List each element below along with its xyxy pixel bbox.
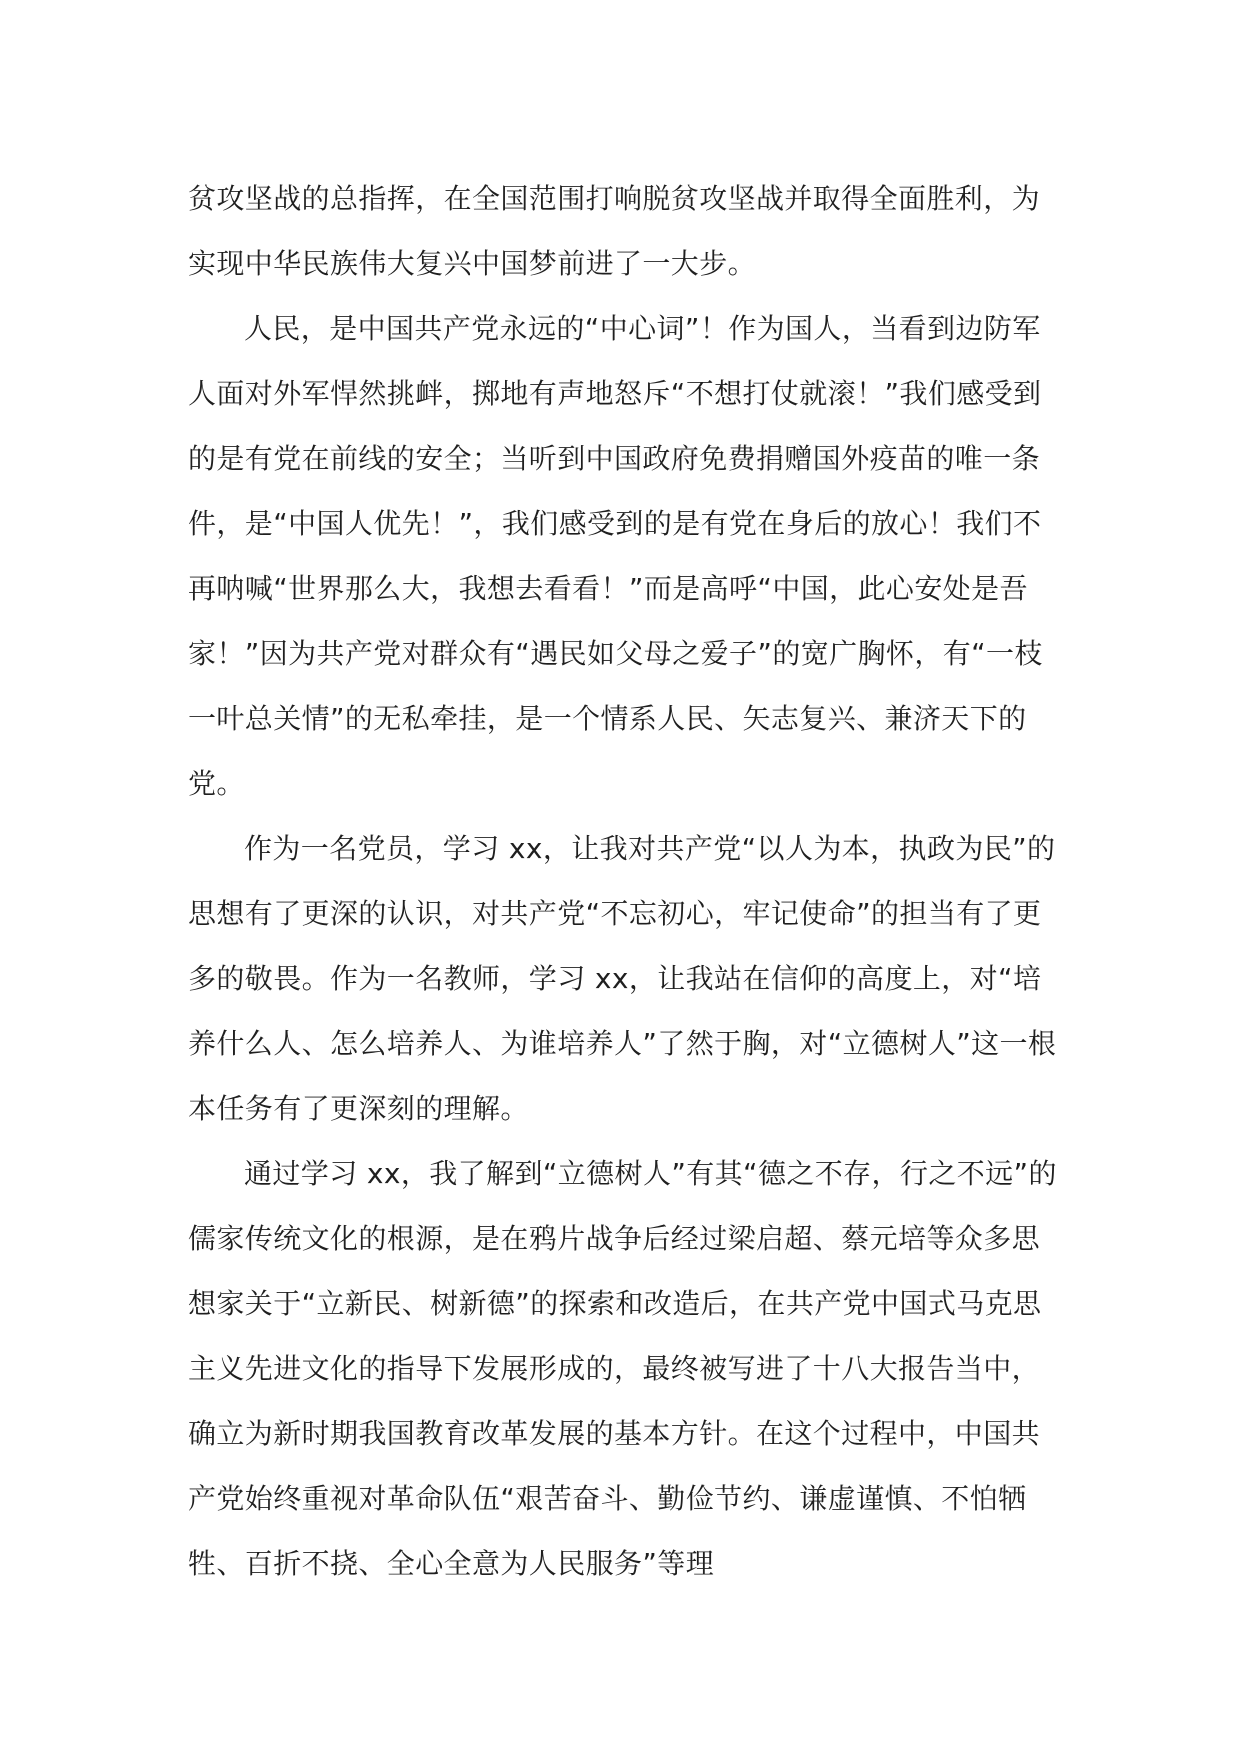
document-body [188, 166, 1058, 1596]
paragraph-4: 通过学习 xx，我了解到“立德树人”有其“德之不存，行之不远”的儒家传统文化的根源，是在鸦片战争后经过梁启超、蔡元培等众多思想家关于“立新民、树新德”的探索和改造后，在共产党中国式马克思主义先进文化的指导下发展形成的，最终被写进了十八大报告当中，确立为新时期我国教育改革发展的基本方针。在这个过程中，中国共产党始终重视对革命队伍“艰苦奋斗、勤俭节约、谦虚谨慎、不怕牺牲、百折不挠、全心全意为人民服务”等理 [188, 1157, 1057, 1580]
paragraph-2: 人民，是中国共产党永远的“中心词”！作为国人，当看到边防军人面对外军悍然挑衅，掷地有声地怒斥“不想打仗就滚！”我们感受到的是有党在前线的安全；当听到中国政府免费捐赠国外疫苗的唯一条件，是“中国人优先！”，我们感受到的是有党在身后的放心！我们不再呐喊“世界那么大，我想去看看！”而是高呼“中国，此心安处是吾家！”因为共产党对群众有“遇民如父母之爱子”的宽广胸怀，有“一枝一叶总关情”的无私牵挂，是一个情系人民、矢志复兴、兼济天下的党。 [188, 312, 1043, 800]
paragraph-1: 贫攻坚战的总指挥，在全国范围打响脱贫攻坚战并取得全面胜利，为实现中华民族伟大复兴中国梦前进了一大步。 [188, 182, 1041, 280]
paragraph-3: 作为一名党员，学习 xx，让我对共产党“以人为本，执政为民”的思想有了更深的认识，对共产党“不忘初心，牢记使命”的担当有了更多的敬畏。作为一名教师，学习 xx，让我站在信仰的高度上，对“培养什么人、怎么培养人、为谁培养人”了然于胸，对“立德树人”这一根本任务有了更深刻的理解。 [188, 832, 1057, 1125]
